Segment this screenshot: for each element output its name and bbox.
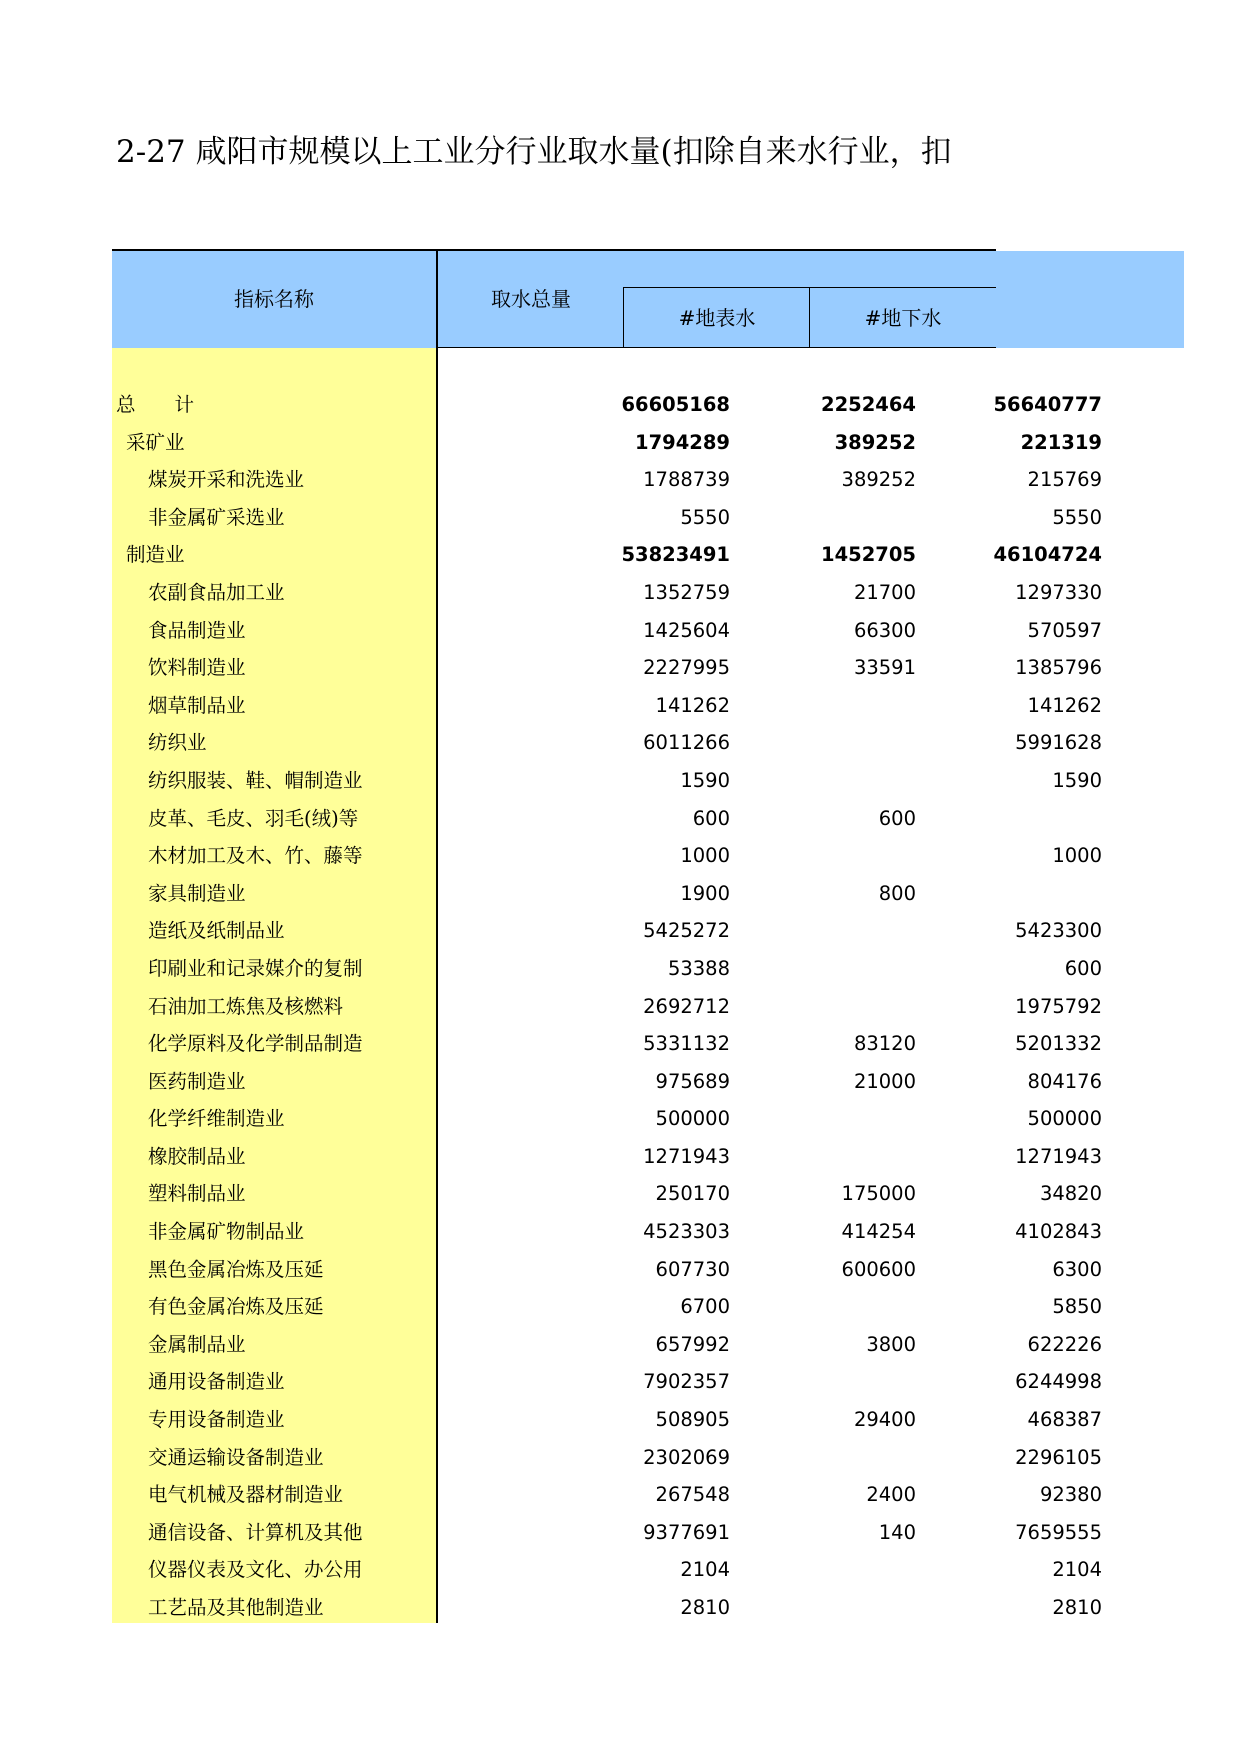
header-total-water: 取水总量	[491, 287, 571, 311]
table-row	[112, 612, 1102, 650]
ground-water-cell: 5850	[1052, 1295, 1102, 1319]
row-name: 家具制造业	[148, 881, 246, 905]
surface-water-cell: 389252	[841, 468, 916, 492]
table-row	[112, 912, 1102, 950]
total-water-cell: 2302069	[643, 1445, 730, 1469]
row-name: 煤炭开采和洗选业	[148, 468, 305, 492]
ground-water-cell: 221319	[1020, 430, 1102, 454]
row-name: 橡胶制品业	[148, 1144, 246, 1168]
table-row	[112, 1288, 1102, 1326]
surface-water-cell: 66300	[853, 618, 916, 642]
table-row	[112, 762, 1102, 800]
total-water-cell: 1425604	[643, 618, 730, 642]
row-name: 黑色金属冶炼及压延	[148, 1257, 324, 1281]
table-row	[112, 1476, 1102, 1514]
row-name: 电气机械及器材制造业	[148, 1483, 344, 1507]
table-row	[112, 875, 996, 913]
table-row	[112, 461, 1102, 499]
total-water-cell: 6700	[680, 1295, 730, 1319]
surface-water-cell: 3800	[866, 1332, 916, 1356]
ground-water-cell: 1297330	[1015, 580, 1102, 604]
surface-water-cell: 414254	[841, 1220, 916, 1244]
total-water-cell: 975689	[655, 1069, 730, 1093]
surface-water-cell: 389252	[834, 430, 916, 454]
table-row	[112, 1100, 1102, 1138]
table-row	[112, 988, 1102, 1026]
ground-water-cell: 215769	[1027, 468, 1102, 492]
row-name: 纺织服装、鞋、帽制造业	[148, 768, 363, 792]
row-name: 有色金属冶炼及压延	[148, 1295, 324, 1319]
ground-water-cell: 7659555	[1015, 1520, 1102, 1544]
surface-water-cell: 2400	[866, 1483, 916, 1507]
ground-water-cell: 1000	[1052, 844, 1102, 868]
ground-water-cell: 600	[1064, 956, 1102, 980]
total-water-cell: 1271943	[643, 1144, 730, 1168]
surface-water-cell: 600600	[841, 1257, 916, 1281]
ground-water-cell: 2296105	[1015, 1445, 1102, 1469]
ground-water-cell: 56640777	[993, 393, 1102, 416]
total-water-cell: 141262	[655, 693, 730, 717]
table-row	[112, 1439, 1102, 1477]
row-name: 金属制品业	[148, 1332, 246, 1356]
row-name: 交通运输设备制造业	[148, 1445, 324, 1469]
total-water-cell: 1590	[680, 768, 730, 792]
ground-water-cell: 500000	[1027, 1107, 1102, 1131]
table-row	[112, 1401, 1102, 1439]
table-row	[112, 386, 1102, 424]
row-name: 化学纤维制造业	[148, 1107, 285, 1131]
total-water-cell: 66605168	[621, 393, 730, 416]
table-row	[112, 1175, 1102, 1213]
row-name: 总 计	[116, 393, 195, 416]
total-water-cell: 5550	[680, 505, 730, 529]
surface-water-cell: 29400	[853, 1408, 916, 1432]
table-row	[112, 1589, 1102, 1627]
row-name: 工艺品及其他制造业	[148, 1596, 324, 1619]
ground-water-cell: 1975792	[1015, 994, 1102, 1018]
table-row	[112, 1213, 1102, 1251]
ground-water-cell: 1590	[1052, 768, 1102, 792]
total-water-cell: 1788739	[643, 468, 730, 492]
row-name: 农副食品加工业	[148, 580, 285, 604]
total-water-cell: 53823491	[621, 543, 730, 567]
total-water-cell: 6011266	[643, 731, 730, 755]
table-row	[112, 687, 1102, 725]
table-row	[112, 1363, 1102, 1401]
total-water-cell: 2227995	[643, 656, 730, 680]
table-row	[112, 649, 1102, 687]
total-water-cell: 9377691	[643, 1520, 730, 1544]
total-water-cell: 267548	[655, 1483, 730, 1507]
surface-water-cell: 175000	[841, 1182, 916, 1206]
total-water-cell: 600	[692, 806, 730, 830]
total-water-cell: 7902357	[643, 1370, 730, 1394]
table-row	[112, 1063, 1102, 1101]
ground-water-cell: 570597	[1027, 618, 1102, 642]
table-row	[112, 574, 1102, 612]
surface-water-cell: 140	[878, 1520, 916, 1544]
surface-water-cell: 21000	[853, 1069, 916, 1093]
total-water-cell: 250170	[655, 1182, 730, 1206]
surface-water-cell: 1452705	[821, 543, 916, 567]
table-row	[112, 1514, 1102, 1552]
surface-water-cell: 83120	[853, 1032, 916, 1056]
table-row	[112, 536, 1102, 574]
ground-water-cell: 468387	[1027, 1408, 1102, 1432]
table-row	[112, 499, 1102, 537]
surface-water-cell: 2252464	[821, 393, 916, 416]
row-name: 仪器仪表及文化、办公用	[148, 1558, 363, 1582]
table-row	[112, 950, 1102, 988]
ground-water-cell: 5201332	[1015, 1032, 1102, 1056]
row-name: 纺织业	[148, 731, 207, 755]
total-water-cell: 1900	[680, 881, 730, 905]
row-name: 采矿业	[126, 430, 185, 454]
table-row	[112, 1326, 1102, 1364]
ground-water-cell: 2104	[1052, 1558, 1102, 1582]
row-name: 木材加工及木、竹、藤等	[148, 844, 363, 868]
ground-water-cell: 46104724	[993, 543, 1102, 567]
ground-water-cell: 804176	[1027, 1069, 1102, 1093]
header-surface-water: #地表水	[678, 306, 756, 330]
row-name: 塑料制品业	[148, 1182, 246, 1206]
ground-water-cell: 141262	[1027, 693, 1102, 717]
ground-water-cell: 5991628	[1015, 731, 1102, 755]
ground-water-cell: 1271943	[1015, 1144, 1102, 1168]
table-body	[112, 386, 1102, 1627]
table-row	[112, 800, 996, 838]
total-water-cell: 2692712	[643, 994, 730, 1018]
row-name: 饮料制造业	[148, 656, 246, 680]
ground-water-cell: 622226	[1027, 1332, 1102, 1356]
total-water-cell: 53388	[667, 956, 730, 980]
ground-water-cell: 5550	[1052, 505, 1102, 529]
total-water-cell: 508905	[655, 1408, 730, 1432]
surface-water-cell: 800	[878, 881, 916, 905]
ground-water-cell: 2810	[1052, 1596, 1102, 1619]
ground-water-cell: 6300	[1052, 1257, 1102, 1281]
row-name: 医药制造业	[148, 1069, 246, 1093]
total-water-cell: 1352759	[643, 580, 730, 604]
table-row	[112, 1251, 1102, 1289]
row-name: 通用设备制造业	[148, 1370, 285, 1394]
surface-water-cell: 33591	[853, 656, 916, 680]
table-row	[112, 1138, 1102, 1176]
row-name: 食品制造业	[148, 618, 246, 642]
surface-water-cell: 600	[878, 806, 916, 830]
table-top-border	[112, 249, 996, 251]
ground-water-cell: 34820	[1039, 1182, 1102, 1206]
row-name: 通信设备、计算机及其他	[148, 1520, 363, 1544]
total-water-cell: 4523303	[643, 1220, 730, 1244]
row-name: 造纸及纸制品业	[148, 919, 285, 943]
total-water-cell: 500000	[655, 1107, 730, 1131]
total-water-cell: 2104	[680, 1558, 730, 1582]
header-bottom-border	[436, 347, 996, 348]
ground-water-cell: 4102843	[1015, 1220, 1102, 1244]
surface-water-cell: 21700	[853, 580, 916, 604]
ground-water-cell: 6244998	[1015, 1370, 1102, 1394]
total-water-cell: 1000	[680, 844, 730, 868]
table-row	[112, 1025, 1102, 1063]
row-name: 烟草制品业	[148, 693, 246, 717]
row-name: 石油加工炼焦及核燃料	[148, 994, 344, 1018]
header-indicator-name: 指标名称	[234, 287, 314, 311]
total-water-cell: 1794289	[635, 430, 730, 454]
ground-water-cell: 5423300	[1015, 919, 1102, 943]
table-row	[112, 837, 1102, 875]
table-row	[112, 424, 1102, 462]
page-title: 2-27 咸阳市规模以上工业分行业取水量(扣除自来水行业，扣	[116, 134, 952, 170]
total-water-cell: 5331132	[643, 1032, 730, 1056]
total-water-cell: 5425272	[643, 919, 730, 943]
ground-water-cell: 92380	[1039, 1483, 1102, 1507]
row-name: 皮革、毛皮、羽毛(绒)等	[148, 806, 359, 830]
row-name: 制造业	[126, 543, 185, 567]
table-row	[112, 1551, 1102, 1589]
total-water-cell: 657992	[655, 1332, 730, 1356]
row-name: 非金属矿物制品业	[148, 1220, 305, 1244]
row-name: 印刷业和记录媒介的复制	[148, 956, 363, 980]
header-ground-water: #地下水	[864, 306, 942, 330]
ground-water-cell	[812, 800, 1102, 838]
ground-water-cell: 1385796	[1015, 656, 1102, 680]
row-name: 化学原料及化学制品制造	[148, 1032, 363, 1056]
total-water-cell: 607730	[655, 1257, 730, 1281]
total-water-cell: 2810	[680, 1596, 730, 1619]
row-name: 非金属矿采选业	[148, 505, 285, 529]
ground-water-cell	[812, 875, 1102, 913]
table-row	[112, 724, 1102, 762]
row-name: 专用设备制造业	[148, 1408, 285, 1432]
subheader-divider	[624, 287, 996, 288]
